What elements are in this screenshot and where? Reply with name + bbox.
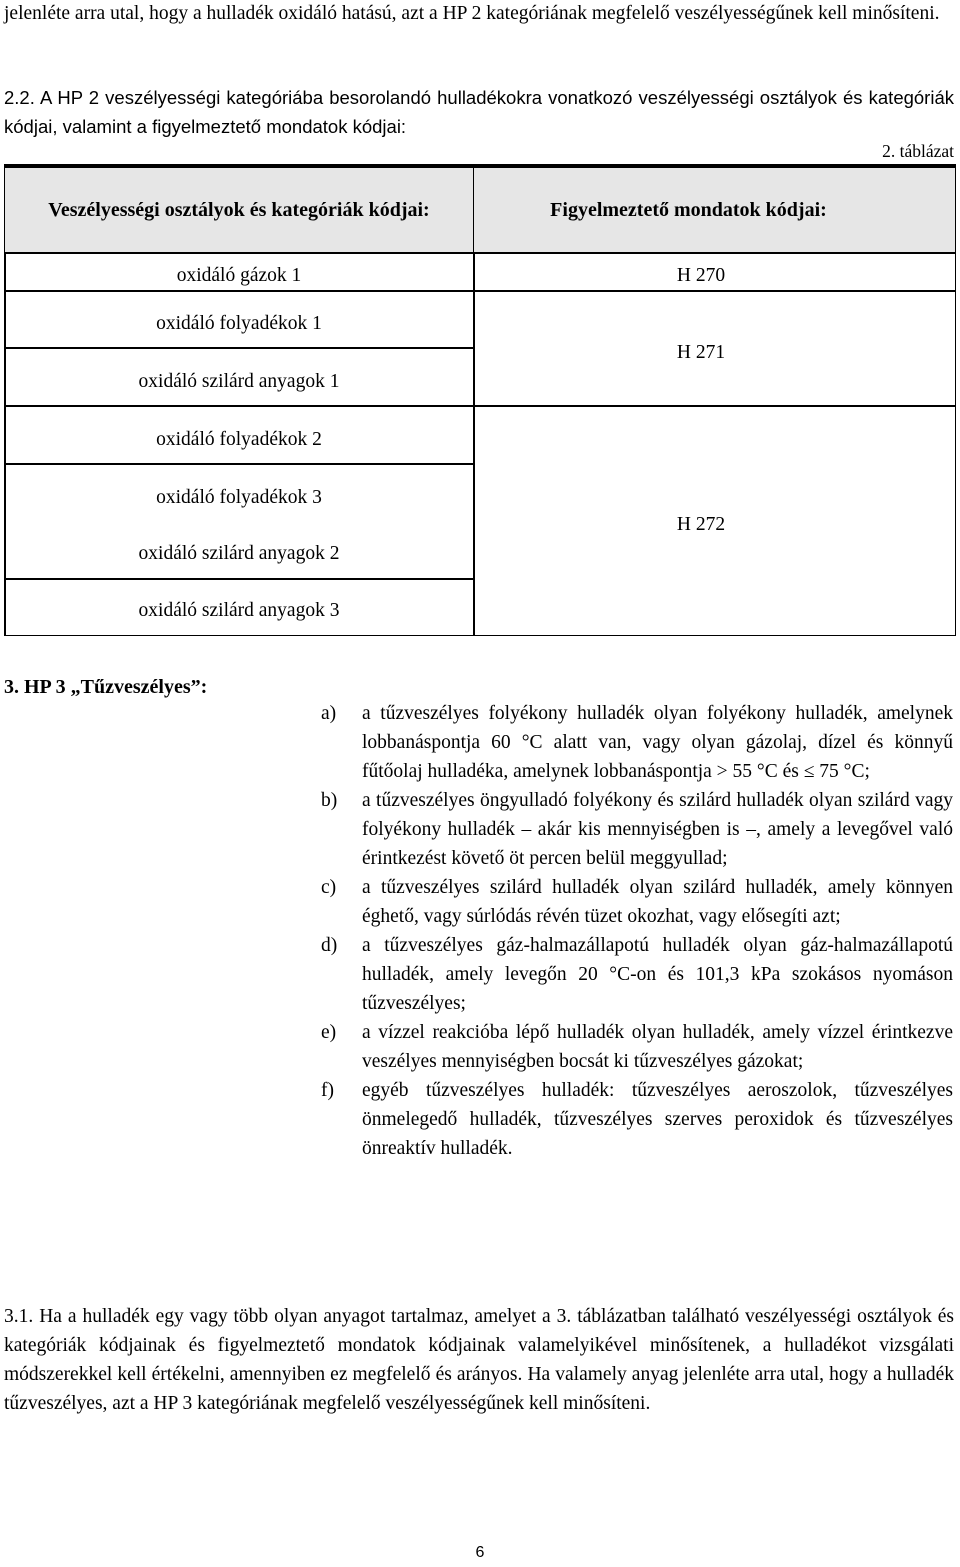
- list-item-text: a tűzveszélyes szilárd hulladék olyan szilárd hulladék, amely könnyen éghető, vagy súrlódás révén tüzet okozhat, vagy elősegíti azt;: [362, 877, 953, 927]
- list-item-text: a tűzveszélyes öngyulladó folyékony és szilárd hulladék olyan szilárd vagy folyékony hulladék – akár kis mennyiségben is –, amely a levegővel való érintkezést követő öt percen belül meggyullad;: [362, 790, 953, 869]
- table-border-right: [955, 252, 957, 636]
- table-cell: oxidáló folyadékok 3: [156, 487, 322, 508]
- table-cell-code: H 270: [676, 265, 726, 286]
- table-header-left: [4, 168, 474, 252]
- table-row-rule: [4, 463, 474, 465]
- table-bottom-border: [4, 635, 956, 637]
- list-item-text: a vízzel reakcióba lépő hulladék olyan hulladék, amely vízzel érintkezve veszélyes mennyiségben bocsát ki tűzveszélyes gázokat;: [362, 1022, 953, 1072]
- list-item-marker: b): [321, 790, 338, 811]
- list-item: [321, 1076, 953, 1163]
- table-label: 2. táblázat: [882, 141, 954, 161]
- section-3-1-paragraph: [4, 1302, 954, 1418]
- table-row-rule: [4, 347, 474, 349]
- list-item: [321, 873, 953, 931]
- page-number: 6: [475, 1544, 485, 1561]
- table-cell: oxidáló folyadékok 1: [156, 313, 322, 334]
- list-item-marker: e): [321, 1022, 337, 1043]
- table-cell: oxidáló szilárd anyagok 3: [138, 600, 340, 621]
- table-row-rule: [4, 578, 474, 580]
- list-item-text: a tűzveszélyes folyékony hulladék olyan folyékony hulladék, amelynek lobbanáspontja 60 °C alatt van, vagy olyan gázolaj, dízel és könnyű fűtőolaj hulladéka, amelynek lobbanáspontja > 55 °C és ≤ 75 °C;: [362, 703, 953, 782]
- list-item-marker: c): [321, 877, 337, 898]
- table-cell: oxidáló szilárd anyagok 1: [138, 371, 340, 392]
- table-row-rule: [4, 405, 956, 407]
- list-item-text: a tűzveszélyes gáz-halmazállapotú hulladék olyan gáz-halmazállapotú hulladék, amely levegőn 20 °C-on és 101,3 kPa szokásos nyomáson tűzveszélyes;: [362, 935, 953, 1014]
- list-item-marker: d): [321, 935, 338, 956]
- table-header-left-text: Veszélyességi osztályok és kategóriák kódjai:: [48, 198, 430, 221]
- table-header-right-text: Figyelmeztető mondatok kódjai:: [550, 198, 827, 221]
- section-3-1-text: Ha a hulladék egy vagy több olyan anyagot tartalmaz, amelyet a 3. táblázatban található veszélyességi osztályok és kategóriák kódjainak és figyelmeztető mondatok kódjainak valamelyikével minősítenek, a hulladékot vizsgálati módszerekkel kell értékelni, amennyiben ez megfelelő és arányos. Ha valamely anyag jelenléte arra utal, hogy a hulladék tűzveszélyes, azt a HP 3 kategóriának megfelelő veszélyességűnek kell minősíteni.: [4, 1306, 955, 1414]
- section-3-1-number: 3.1.: [4, 1306, 34, 1327]
- list-item: [321, 1018, 953, 1076]
- section-2-2-text: A HP 2 veszélyességi kategóriába besorolandó hulladékokra vonatkozó veszélyességi osztályok és kategóriák kódjai, valamint a figyelmeztető mondatok kódjai:: [4, 87, 954, 137]
- list-item: [321, 931, 953, 1018]
- hazard-codes-table: [4, 164, 956, 636]
- hp3-list: [321, 699, 953, 1163]
- table-cell: oxidáló szilárd anyagok 2: [138, 543, 340, 564]
- intro-paragraph: jelenléte arra utal, hogy a hulladék oxidáló hatású, azt a HP 2 kategóriának megfelelő veszélyességűnek kell minősíteni.: [4, 3, 940, 24]
- table-cell: [474, 261, 956, 290]
- list-item: [321, 699, 953, 786]
- list-item: [321, 786, 953, 873]
- list-item-marker: f): [321, 1080, 334, 1101]
- table-header-rule: [4, 252, 956, 254]
- section-2-2-number: 2.2.: [4, 87, 35, 108]
- table-header-right: [474, 168, 956, 252]
- table-cell: oxidáló gázok 1: [176, 265, 302, 286]
- table-cell-code: H 271: [676, 342, 726, 363]
- table-cell: [474, 338, 956, 367]
- table-cell-code: H 272: [676, 514, 726, 535]
- table-row-rule: [4, 290, 956, 292]
- table-cell: [474, 510, 956, 539]
- list-item-marker: a): [321, 703, 337, 724]
- table-cell: oxidáló folyadékok 2: [156, 429, 322, 450]
- list-item-text: egyéb tűzveszélyes hulladék: tűzveszélyes aeroszolok, tűzveszélyes önmelegedő hulladék, tűzveszélyes szerves peroxidok és tűzveszélyes önreaktív hulladék.: [362, 1080, 953, 1159]
- hp3-heading: 3. HP 3 „Tűzveszélyes”:: [4, 676, 208, 698]
- section-2-2-paragraph: [4, 83, 954, 141]
